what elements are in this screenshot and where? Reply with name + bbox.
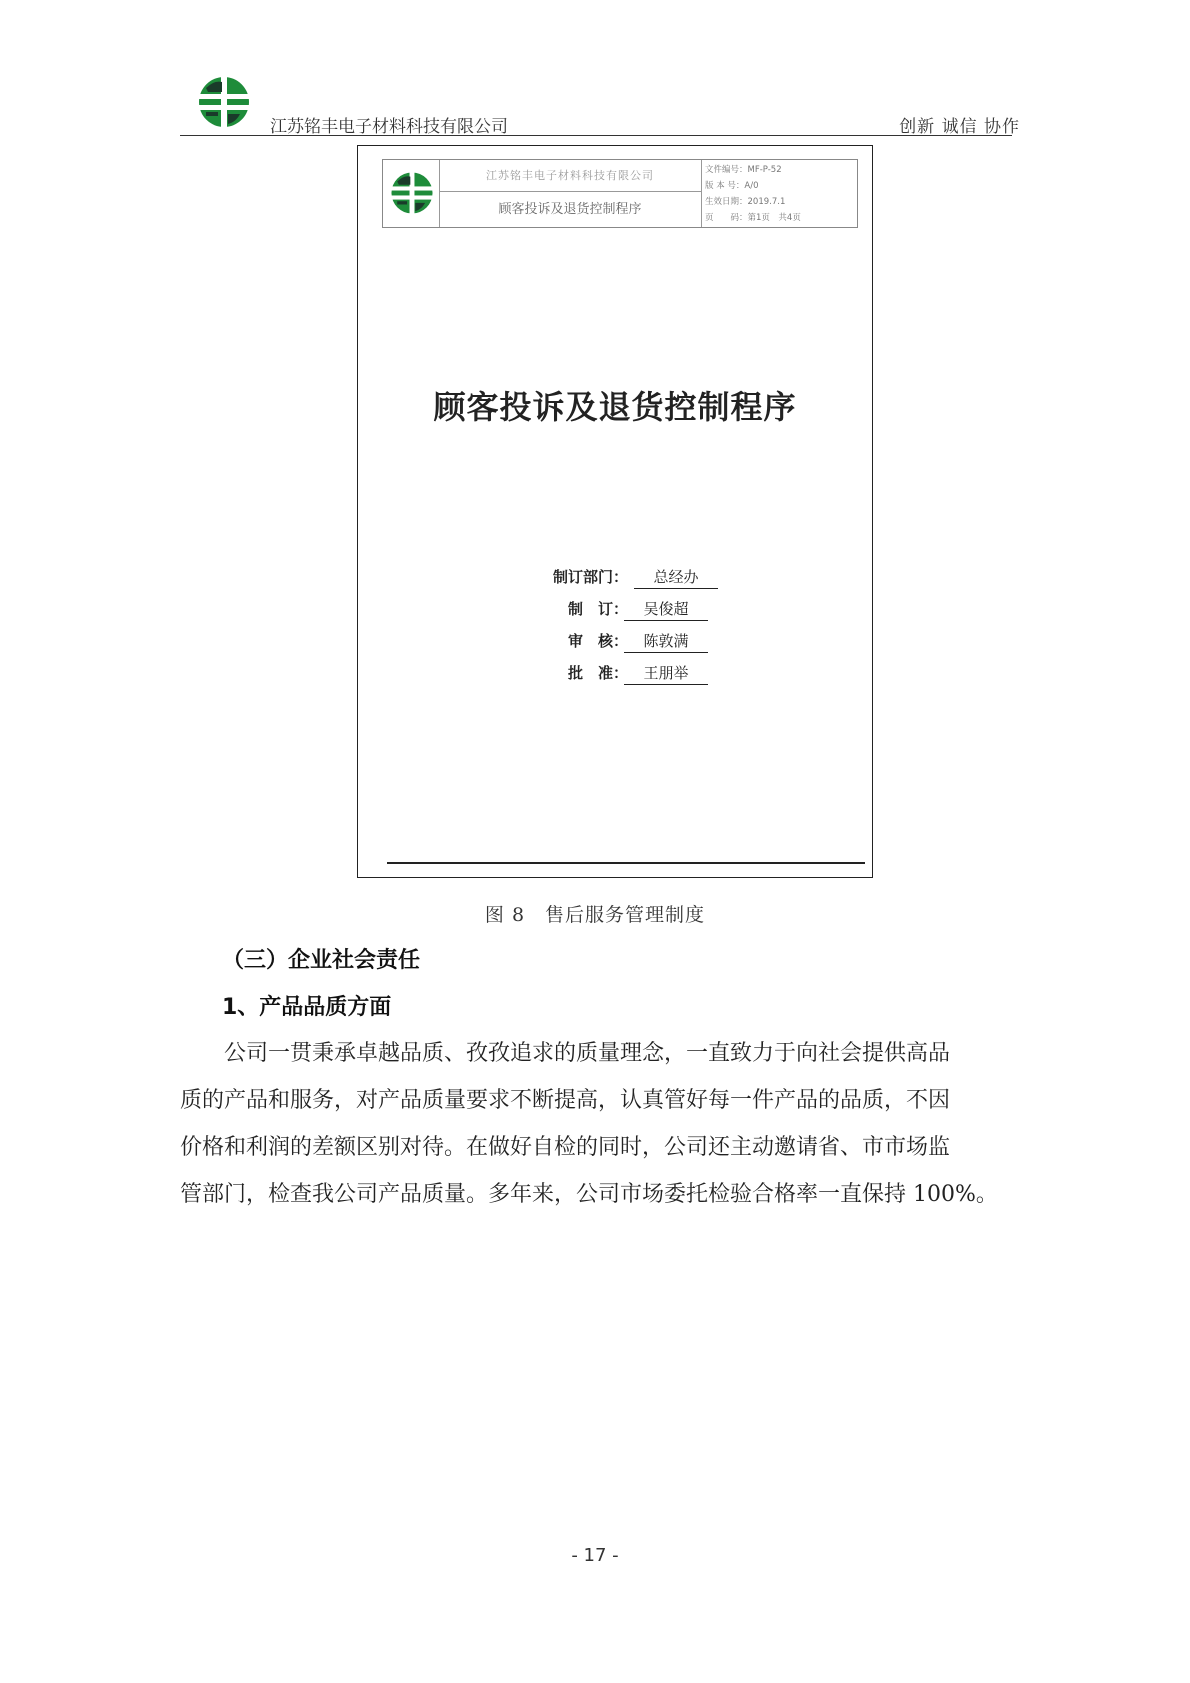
- signature-label: 审 核：: [567, 632, 628, 650]
- doc-meta-effective-date: 生效日期：2019.7.1: [705, 197, 786, 207]
- signature-value: 陈敦满: [624, 630, 708, 653]
- signature-value: 吴俊超: [624, 598, 708, 621]
- doc-header-table: [382, 159, 858, 228]
- body-line: 管部门，检查我公司产品质量。多年来，公司市场委托检验合格率一直保持 100%。: [180, 1182, 998, 1207]
- signature-row: [538, 662, 758, 694]
- signature-row: [538, 630, 758, 662]
- signature-value: 总经办: [634, 566, 718, 589]
- figure-document-image: [357, 145, 873, 878]
- doc-meta-file-number: 文件编号：MF-P-52: [705, 165, 782, 175]
- doc-logo: [389, 170, 435, 216]
- body-line: 公司一贯秉承卓越品质、孜孜追求的质量理念，一直致力于向社会提供高品: [180, 1041, 951, 1066]
- signature-row: [538, 598, 758, 630]
- doc-header-company: 江苏铭丰电子材料科技有限公司: [439, 160, 701, 192]
- signature-label: 批 准：: [567, 664, 628, 682]
- subsection-heading: 1、产品品质方面: [222, 995, 392, 1020]
- signature-value: 王朋举: [624, 662, 708, 685]
- header-divider: [180, 135, 1012, 136]
- doc-header-logo-cell: [383, 160, 440, 227]
- doc-meta-version: 版 本 号：A/0: [705, 181, 759, 191]
- doc-header-middle: [439, 160, 702, 227]
- figure-caption: 图 8 售后服务管理制度: [484, 904, 706, 926]
- signature-label: 制订部门：: [552, 568, 628, 586]
- doc-bottom-rule: [387, 862, 865, 864]
- doc-meta-page: 页 码：第1页 共4页: [705, 213, 801, 223]
- doc-header-meta: [705, 162, 855, 226]
- signature-block: [538, 566, 758, 694]
- page-number: - 17 -: [571, 1545, 619, 1566]
- header-company-name: 江苏铭丰电子材料科技有限公司: [270, 117, 508, 137]
- header-slogan: 创新 诚信 协作: [899, 117, 1020, 137]
- doc-header-title: 顾客投诉及退货控制程序: [498, 202, 642, 217]
- company-logo: [196, 74, 252, 130]
- signature-label: 制 订：: [567, 600, 628, 618]
- body-paragraph: [180, 1030, 1015, 1218]
- section-heading: （三）企业社会责任: [222, 948, 421, 973]
- body-line: 价格和利润的差额区别对待。在做好自检的同时，公司还主动邀请省、市市场监: [180, 1135, 951, 1160]
- signature-row: [538, 566, 758, 598]
- body-line: 质的产品和服务，对产品质量要求不断提高，认真管好每一件产品的品质，不因: [180, 1088, 951, 1113]
- doc-main-title: 顾客投诉及退货控制程序: [433, 388, 797, 426]
